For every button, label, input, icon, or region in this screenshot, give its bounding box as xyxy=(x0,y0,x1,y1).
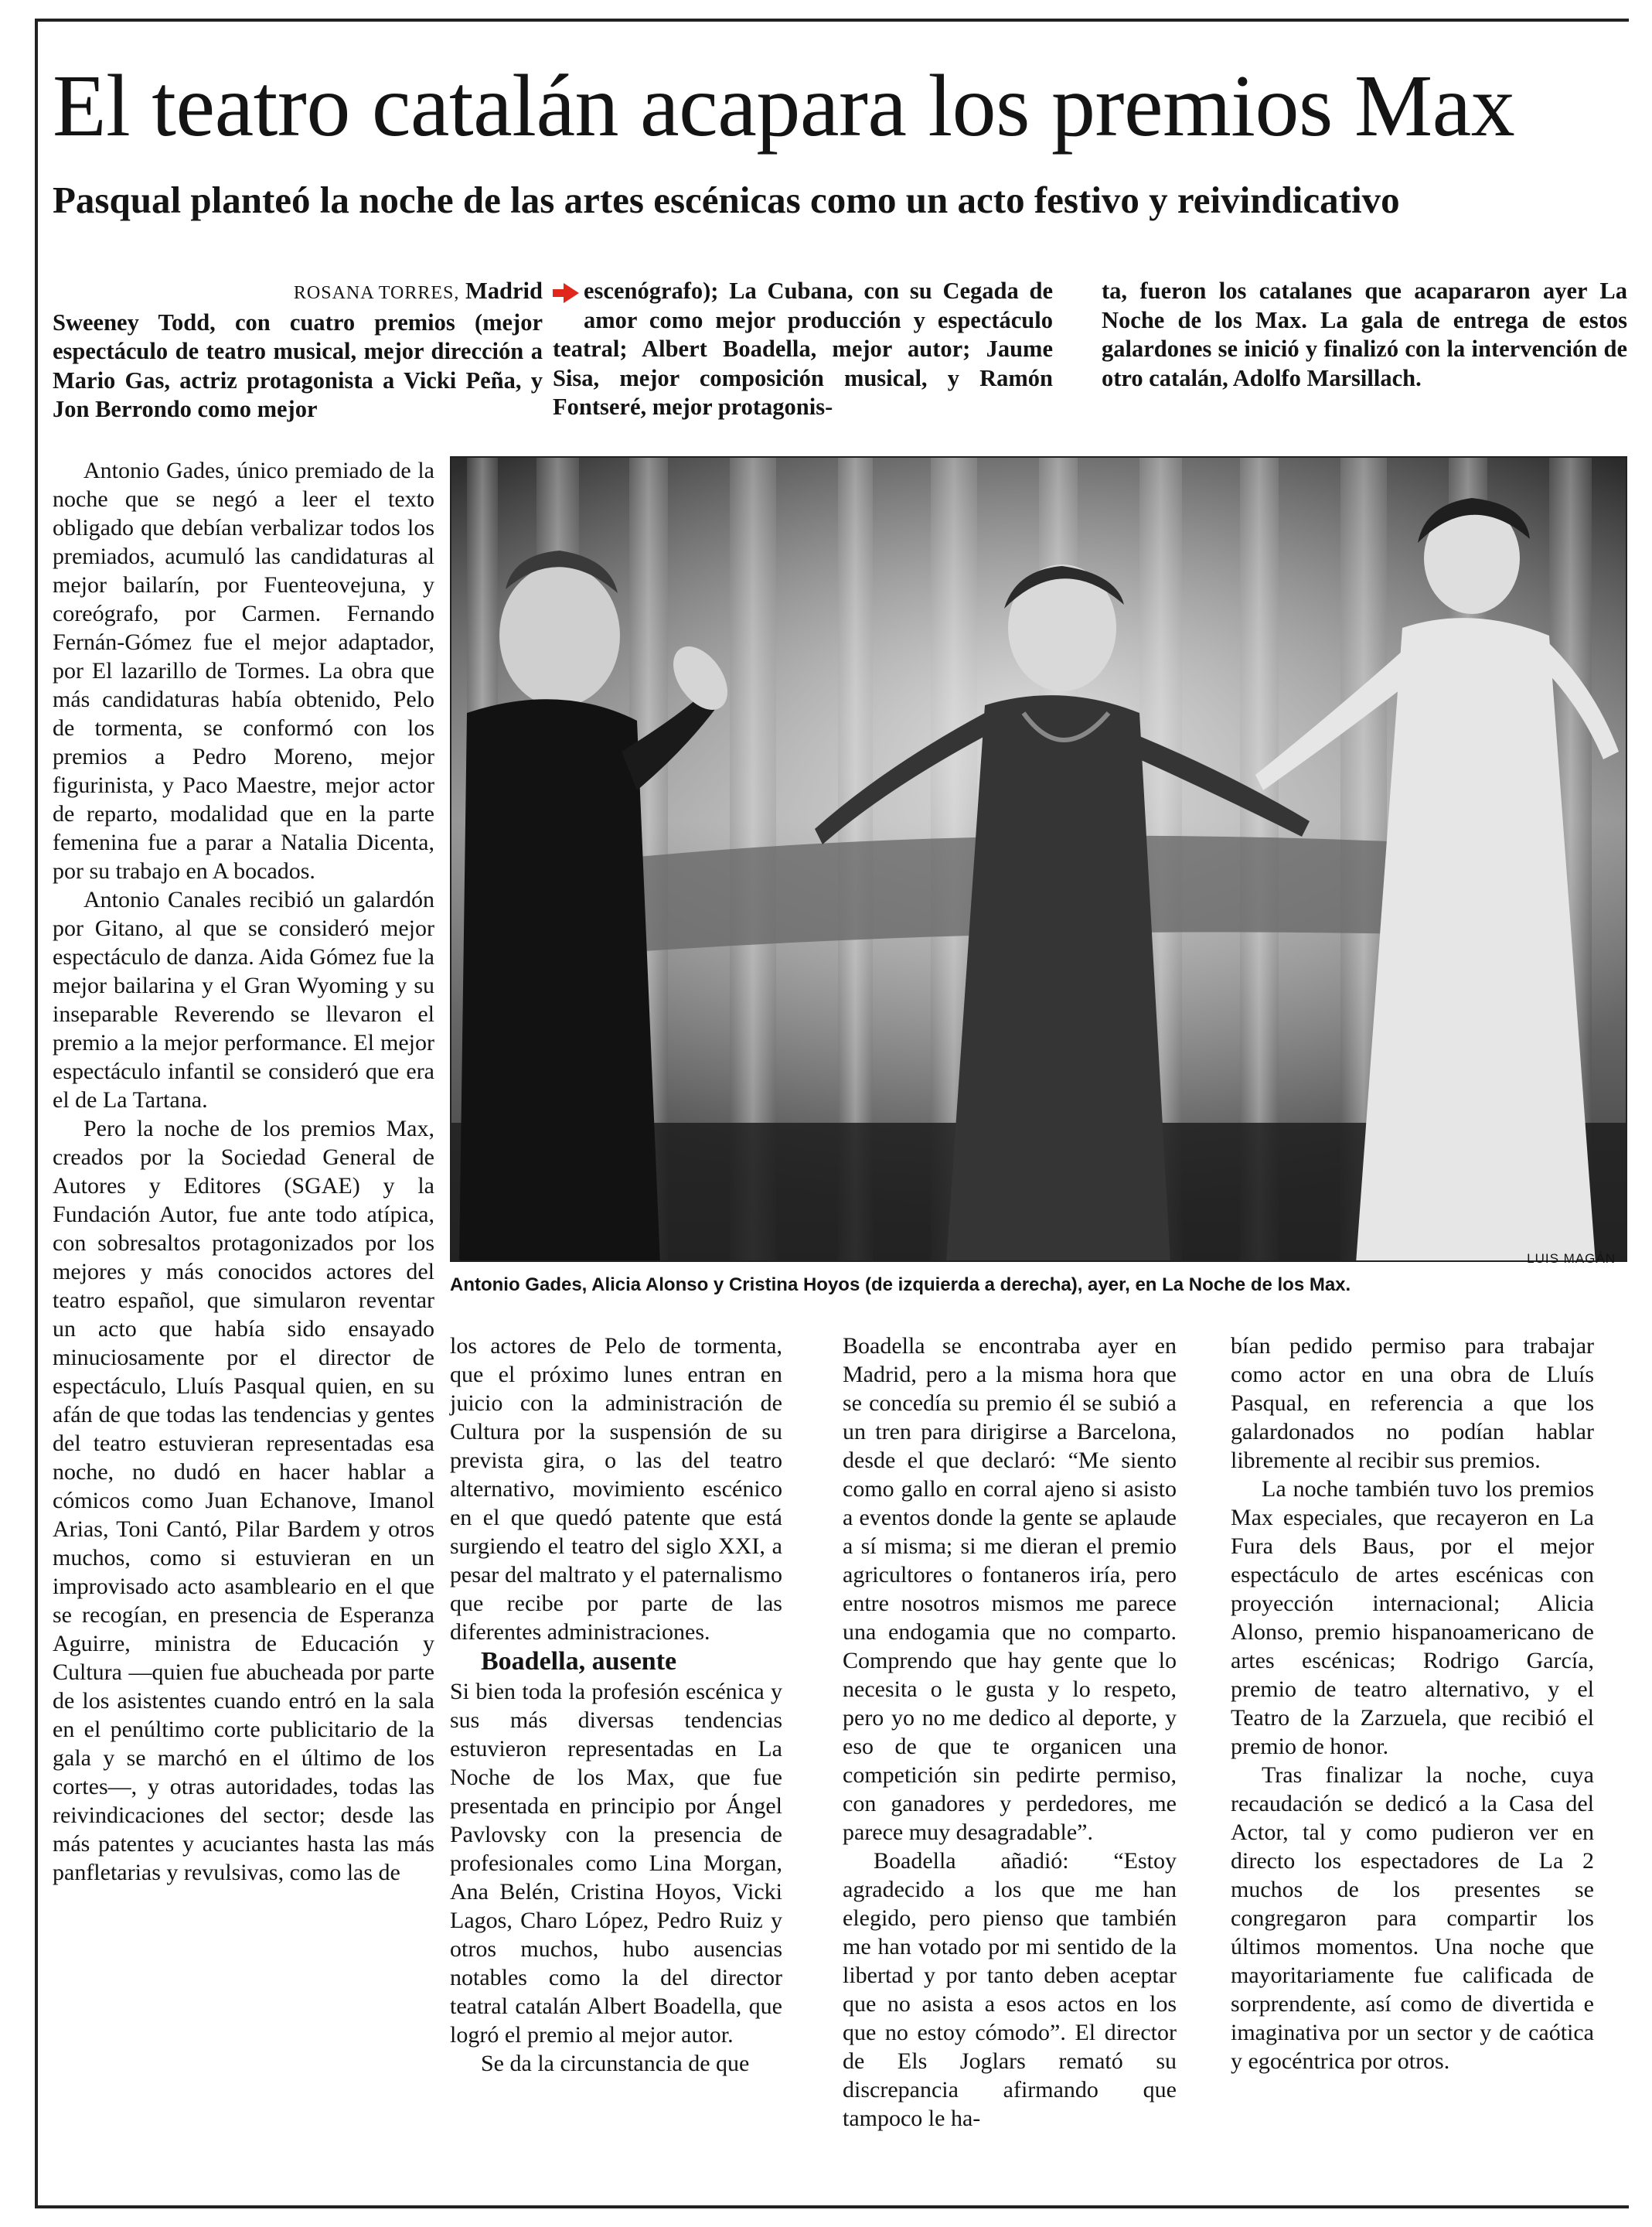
col2-paragraph-2: Si bien toda la profesión escénica y sus más diversas tendencias estuvieron representadas en La Noche de los Max, que fue presentada en principio por Ángel Pavlovsky con la presencia de profesionales como Lina Morgan, Ana Belén, Cristina Hoyos, Vicki Lagos, Charo López, Pedro Ruiz y otros muchos, hubo ausencias notables como la del director teatral catalán Albert Boadella, que logró el premio al mejor autor. xyxy=(450,1679,782,2048)
frame-rule-top xyxy=(35,19,1629,22)
photo-credit: LUIS MAGÁN xyxy=(1527,1251,1616,1266)
col1-paragraph-1: Antonio Gades, único premiado de la noche que se negó a leer el texto obligado que debían verbalizar todos los premiados, acumuló las candidaturas al mejor bailarín, por Fuenteovejuna, y coreógrafo, por Carmen. Fernando Fernán-Gómez fue el mejor adaptador, por El lazarillo de Tormes. La obra que más candidaturas había obtenido, Pelo de tormenta, se conformó con los premios a Pedro Moreno, mejor figurinista, y Paco Maestre, mejor actor de reparto, modalidad que en la parte femenina fue a parar a Natalia Dicenta, por su trabajo en A bocados. xyxy=(53,458,434,884)
stage-photo-image xyxy=(451,458,1627,1262)
byline-author: ROSANA TORRES, xyxy=(293,283,460,303)
frame-rule-left xyxy=(35,19,38,2207)
photo-caption: Antonio Gades, Alicia Alonso y Cristina Hoyos (de izquierda a derecha), ayer, en La Noche de los Max. xyxy=(450,1274,1351,1295)
lead-col-3 xyxy=(1102,277,1627,393)
byline-location: Madrid xyxy=(465,278,543,304)
col1-paragraph-3: Pero la noche de los premios Max, creados por la Sociedad General de Autores y Editores (SGAE) y la Fundación Autor, fue ante todo atípica, con sobresaltos protagonizados por los mejores y más conocidos actores del teatro español, que simularon reventar un acto que había sido ensayado minuciosamente por el director de espectáculo, Lluís Pasqual quien, en su afán de que todas las tendencias y gentes del teatro estuvieran representadas esa noche, no dudó en hacer hablar a cómicos como Juan Echanove, Imanol Arias, Toni Cantó, Pilar Bardem y otros muchos, como si estuvieran en un improvisado acto asambleario en el que se recogían, en presencia de Esperanza Aguirre, ministra de Educación y Cultura —quien fue abucheada por parte de los asistentes cuando entró en la sala en el penúltimo corte publicitario de la gala y se marchó en el último de los cortes—, y otras autoridades, todas las reivindicaciones del sector; desde las más patentes y acuciantes hasta las más panfletarias y revulsivas, como las de xyxy=(53,1116,434,1885)
body-col-3 xyxy=(843,1332,1177,2133)
lead-text-1: Sweeney Todd, con cuatro premios (mejor espectáculo de teatro musical, mejor dirección a Mario Gas, actriz protagonista a Vicki Peña, y Jon Berrondo como mejor xyxy=(53,309,543,422)
lead-text-3: ta, fueron los catalanes que acapararon ayer La Noche de los Max. La gala de entrega de estos galardones se inició y finalizó con la intervención de otro catalán, Adolfo Marsillach. xyxy=(1102,278,1627,391)
col1-paragraph-2: Antonio Canales recibió un galardón por Gitano, al que se consideró mejor espectáculo de danza. Aida Gómez fue la mejor bailarina y el Gran Wyoming y su inseparable Reverendo se llevaron el premio a la mejor performance. El mejor espectáculo infantil se consideró que era el de La Tartana. xyxy=(53,887,434,1113)
col4-paragraph-2: La noche también tuvo los premios Max especiales, que recayeron en La Fura dels Baus, por el mejor espectáculo de artes escénicas con proyección internacional; Alicia Alonso, premio hispanoamericano de artes escénicas; Rodrigo García, premio de teatro alternativo, y el Teatro de la Zarzuela, que recibió el premio de honor. xyxy=(1231,1476,1594,1759)
headline: El teatro catalán acapara los premios Max xyxy=(53,56,1515,155)
body-col-1 xyxy=(53,456,434,1887)
subheadline: Pasqual planteó la noche de las artes escénicas como un acto festivo y reivindicativo xyxy=(53,179,1400,221)
col3-paragraph-1: Boadella se encontraba ayer en Madrid, pero a la misma hora que se concedía su premio él se subió a un tren para dirigirse a Barcelona, desde el que declaró: “Me siento como gallo en corral ajeno si asisto a eventos donde la gente se aplaude a sí misma; si me dieran el premio agricultores o fontaneros iría, pero entre nosotros mismos me parece una endogamia que no comparto. Comprendo que hay gente que lo necesita o le gusta y lo respeto, pero yo no me dedico al deporte, y eso de que te organicen una competición sin pedirte permiso, con ganadores y perdedores, me parece muy desagradable”. xyxy=(843,1333,1177,1845)
col4-paragraph-1: bían pedido permiso para trabajar como actor en una obra de Lluís Pasqual, en referencia a que los galardonados no podían hablar libremente al recibir sus premios. xyxy=(1231,1333,1594,1473)
col4-paragraph-3: Tras finalizar la noche, cuya recaudación se dedicó a la Casa del Actor, tal y como pudieron ver en directo los espectadores de La 2 muchos de los presentes se congregaron para compartir los últimos momentos. Una noche que mayoritariamente fue calificada de sorprendente, así como de divertida e imaginativa por un sector y de caótica y egocéntrica por otros. xyxy=(1231,1762,1594,2074)
frame-rule-bottom xyxy=(35,2205,1629,2208)
section-subtitle: Boadella, ausente xyxy=(481,1647,677,1676)
lead-text-2: escenógrafo); La Cubana, con su Cegada de amor como mejor producción y espectáculo teatral; Albert Boadella, mejor autor; Jaume Sisa, mejor composición musical, y Ramón Fontseré, mejor protagonis- xyxy=(553,278,1053,420)
byline xyxy=(53,277,543,309)
lead-col-2 xyxy=(553,277,1053,422)
col2-paragraph-3: Se da la circunstancia de que xyxy=(481,2051,750,2076)
lead-col-1 xyxy=(53,277,543,425)
col3-paragraph-2: Boadella añadió: “Estoy agradecido a los que me han elegido, pero pienso que también me han votado por mi sentido de la libertad y por tanto deben aceptar que no asista a esos actos en los que no estoy cómodo”. El director de Els Joglars remató su discrepancia afirmando que tampoco le ha- xyxy=(843,1848,1177,2131)
stage-photo xyxy=(450,456,1627,1262)
body-col-2 xyxy=(450,1332,782,2078)
continuation-arrow-icon xyxy=(553,281,579,311)
body-col-4 xyxy=(1231,1332,1594,2075)
col2-paragraph-1: los actores de Pelo de tormenta, que el próximo lunes entran en juicio con la administración de Cultura por la suspensión de su prevista gira, o las del teatro alternativo, movimiento escénico en el que quedó patente que está surgiendo el teatro del siglo XXI, a pesar del maltrato y el paternalismo que recibe por parte de las diferentes administraciones. xyxy=(450,1333,782,1645)
